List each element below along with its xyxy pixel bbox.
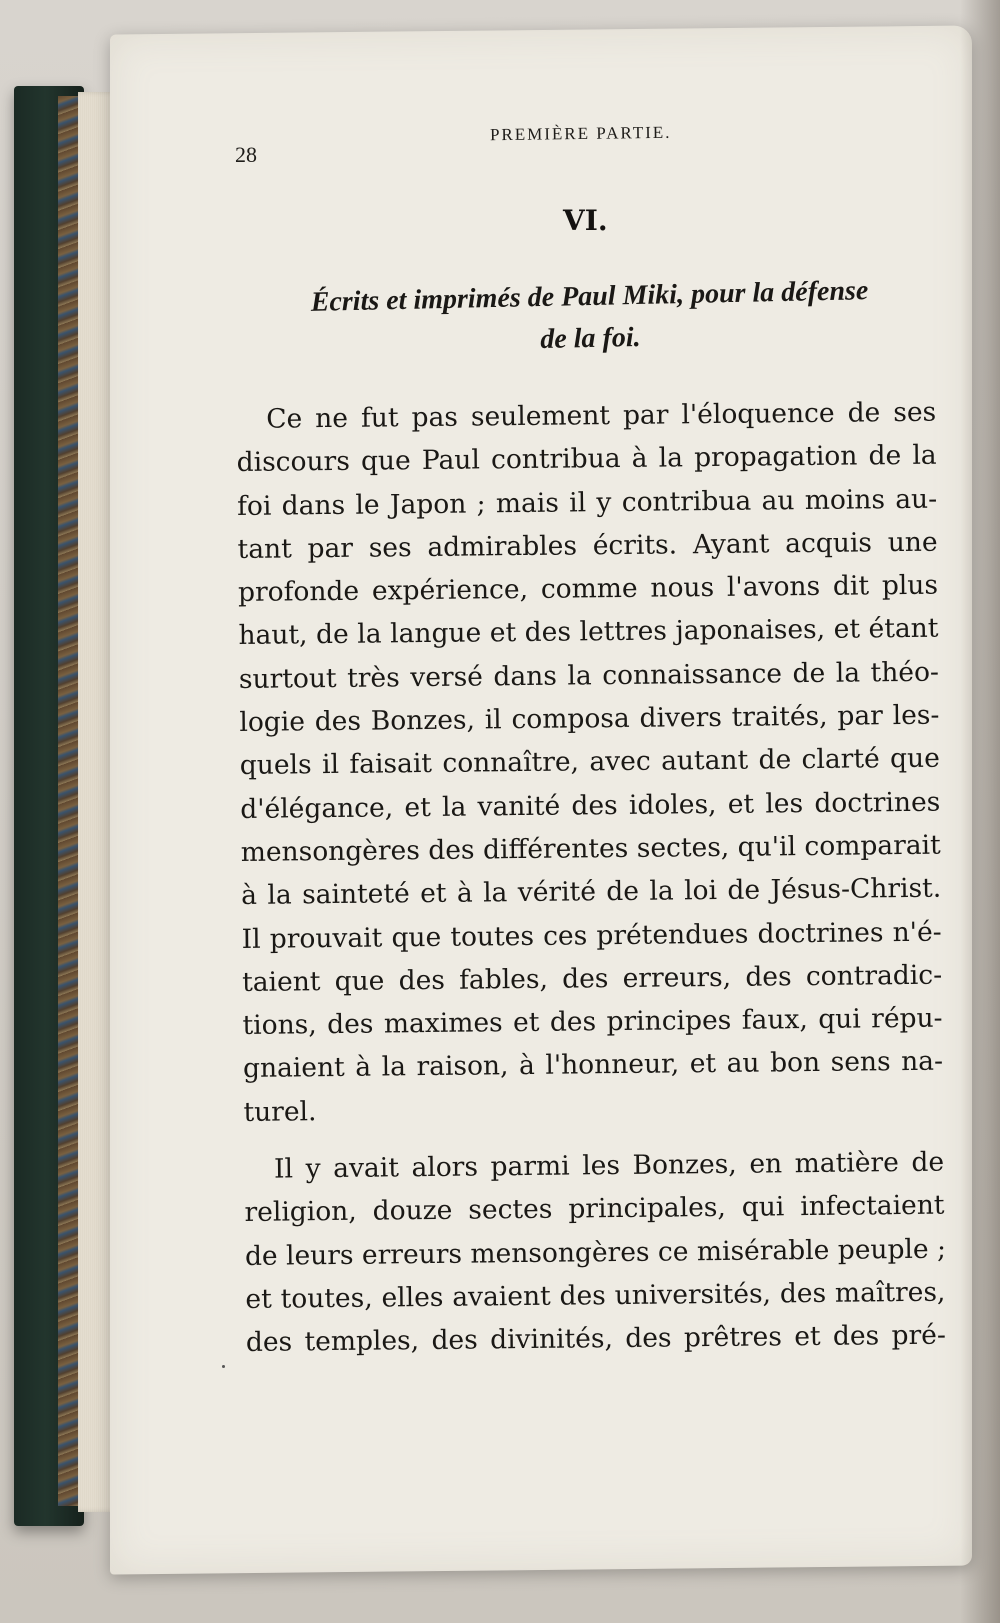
paragraph-1 <box>236 391 944 1134</box>
text-line: Ce ne fut pas seulement par l'éloquence de ses <box>266 396 937 435</box>
text-line: tant par ses admirables écrits. Ayant acquis une <box>237 526 938 565</box>
text-line: et toutes, elles avaient des universités, des maîtres, <box>245 1276 946 1315</box>
text-line: Il prouvait que toutes ces prétendues doctrines n'é- <box>241 916 942 955</box>
running-head: PREMIÈRE PARTIE. <box>489 122 672 145</box>
text-line: taient que des fables, des erreurs, des contradic- <box>241 959 943 998</box>
page-number: 28 <box>235 142 257 167</box>
text-line: à la sainteté et à la vérité de la loi de Jésus-Christ. <box>241 872 942 912</box>
ink-speck <box>222 1365 225 1368</box>
text-line: turel. <box>243 1095 317 1128</box>
text-line: religion, douze sectes principales, qui infectaient <box>244 1189 945 1229</box>
chapter-title <box>279 270 901 367</box>
text-line: d'élégance, et la vanité des idoles, et les doctrines <box>240 786 941 825</box>
paragraph-2 <box>244 1141 946 1365</box>
text-line: tions, des maximes et des principes faux, qui répu- <box>242 1002 943 1042</box>
text-line: profonde expérience, comme nous l'avons dit plus <box>237 569 939 609</box>
text-line: quels il faisait connaître, avec autant de clarté que <box>239 743 940 782</box>
text-line: logie des Bonzes, il composa divers traités, par les- <box>239 699 940 739</box>
text-line: haut, de la langue et des lettres japonaises, et étant <box>238 613 939 652</box>
text-line: gnaient à la raison, à l'honneur, et au bon sens na- <box>242 1046 944 1085</box>
chapter-number: VI. <box>563 204 608 237</box>
text-line: de leurs erreurs mensongères ce misérable peuple ; <box>244 1233 947 1272</box>
chapter-title-line-2: de la foi. <box>539 321 641 356</box>
text-line: discours que Paul contribua à la propagation de la <box>236 439 937 479</box>
text-line: Il y avait alors parmi les Bonzes, en matière de <box>273 1146 945 1185</box>
text-line: surtout très versé dans la connaissance de la théo- <box>238 656 940 695</box>
gutter-shadow <box>960 0 1000 1623</box>
body-text <box>236 391 946 1365</box>
text-line: des temples, des divinités, des prêtres et des pré- <box>245 1319 947 1359</box>
text-line: foi dans le Japon ; mais il y contribua au moins au- <box>236 483 938 522</box>
text-line: mensongères des différentes sectes, qu'il comparait <box>240 829 941 868</box>
chapter-title-line-1: Écrits et imprimés de Paul Miki, pour la défense <box>310 275 869 318</box>
